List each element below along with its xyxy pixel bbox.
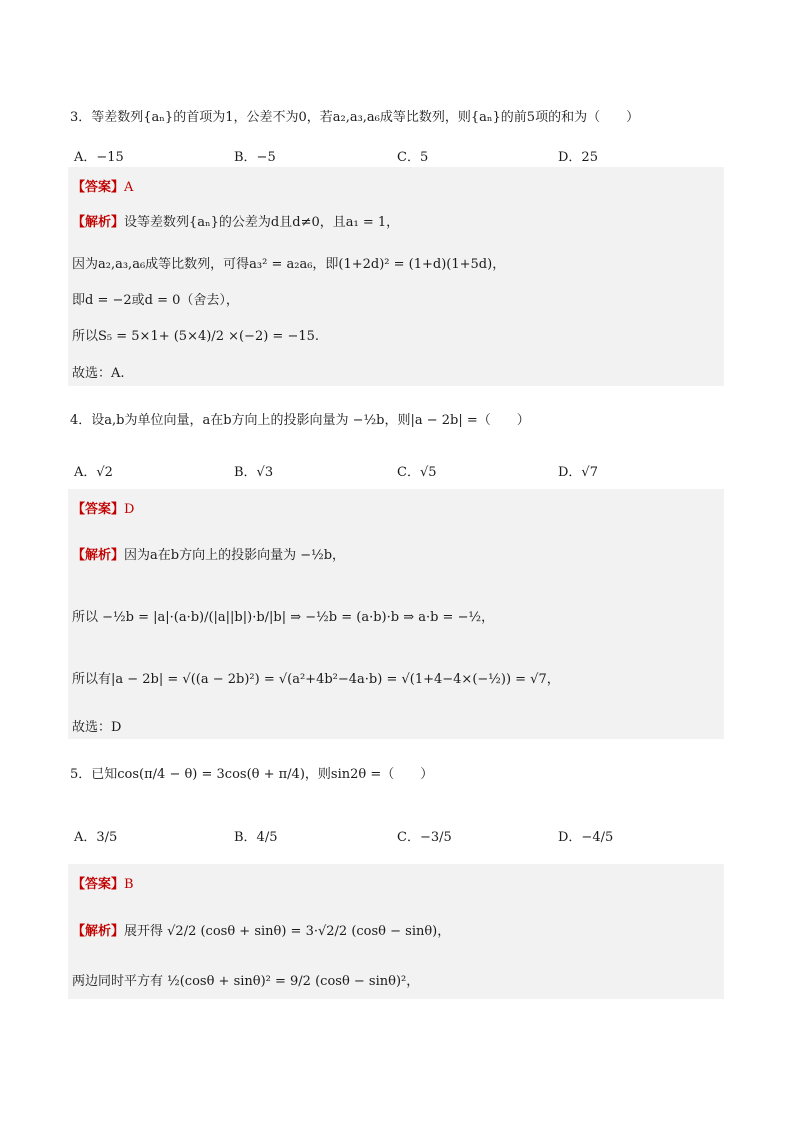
q3-analysis-3: 即d = −2或d = 0（舍去）， (72, 293, 239, 308)
answer-value: A (124, 180, 134, 195)
q3-option-c[interactable]: C．5 (397, 150, 429, 165)
q4-option-a[interactable]: A．√2 (74, 465, 113, 480)
q3-answer (72, 176, 133, 195)
q4-analysis-3: 所以有|a − 2b| = √((a − 2b)²) = √(a²+4b²−4a·b) = √(1+4−4×(−½)) = √7， (72, 672, 560, 687)
q3-choice: 故选：A. (72, 366, 125, 381)
q5-stem: 5．已知cos(π/4 − θ) = 3cos(θ + π/4)，则sin2θ =（ ） (70, 767, 434, 782)
q5-answer (72, 873, 134, 892)
answer-tag: 【答案】 (72, 877, 125, 892)
q4-analysis-1: 【解析】因为a在b方向上的投影向量为 −½b， (72, 548, 346, 563)
q5-analysis-1: 【解析】展开得 √2/2 (cosθ + sinθ) = 3·√2/2 (cosθ − sinθ)， (72, 924, 451, 939)
q4-stem: 4．设a,b为单位向量，a在b方向上的投影向量为 −½b，则|a − 2b| =（ ） (70, 413, 530, 428)
analysis-tag: 【解析】 (72, 548, 125, 563)
q5-option-b[interactable]: B．4/5 (234, 830, 278, 845)
answer-value: D (124, 502, 135, 517)
q3-analysis-4: 所以S₅ = 5×1+ (5×4)/2 ×(−2) = −15. (72, 329, 320, 344)
answer-tag: 【答案】 (72, 180, 125, 195)
q4-answer (72, 498, 134, 517)
q3-option-a[interactable]: A．−15 (74, 150, 124, 165)
q3-option-b[interactable]: B．−5 (234, 150, 276, 165)
q4-choice: 故选：D (72, 720, 122, 735)
analysis-tag: 【解析】 (72, 924, 125, 939)
q5-analysis-2: 两边同时平方有 ½(cosθ + sinθ)² = 9/2 (cosθ − sinθ)²， (72, 974, 420, 989)
q5-option-c[interactable]: C．−3/5 (397, 830, 452, 845)
q3-stem: 3．等差数列{aₙ}的首项为1，公差不为0，若a₂,a₃,a₆成等比数列，则{aₙ}的前5项的和为（ ） (70, 110, 640, 125)
q4-option-c[interactable]: C．√5 (397, 465, 437, 480)
answer-value: B (124, 877, 134, 892)
q5-option-a[interactable]: A．3/5 (74, 830, 118, 845)
q3-analysis-2: 因为a₂,a₃,a₆成等比数列，可得a₃² = a₂a₆，即(1+2d)² = (1+d)(1+5d)， (72, 257, 506, 272)
q4-analysis-2: 所以 −½b = |a|·(a·b)/(|a||b|)·b/|b| ⇒ −½b = (a·b)·b ⇒ a·b = −½， (72, 610, 495, 625)
q3-analysis-1: 【解析】设等差数列{aₙ}的公差为d且d≠0，且a₁ = 1， (72, 215, 400, 230)
q5-option-d[interactable]: D．−4/5 (558, 830, 614, 845)
q3-option-d[interactable]: D．25 (558, 150, 598, 165)
q4-option-b[interactable]: B．√3 (234, 465, 274, 480)
q3-answer-box (68, 167, 724, 386)
analysis-tag: 【解析】 (72, 215, 125, 230)
q4-option-d[interactable]: D．√7 (558, 465, 598, 480)
answer-tag: 【答案】 (72, 502, 125, 517)
